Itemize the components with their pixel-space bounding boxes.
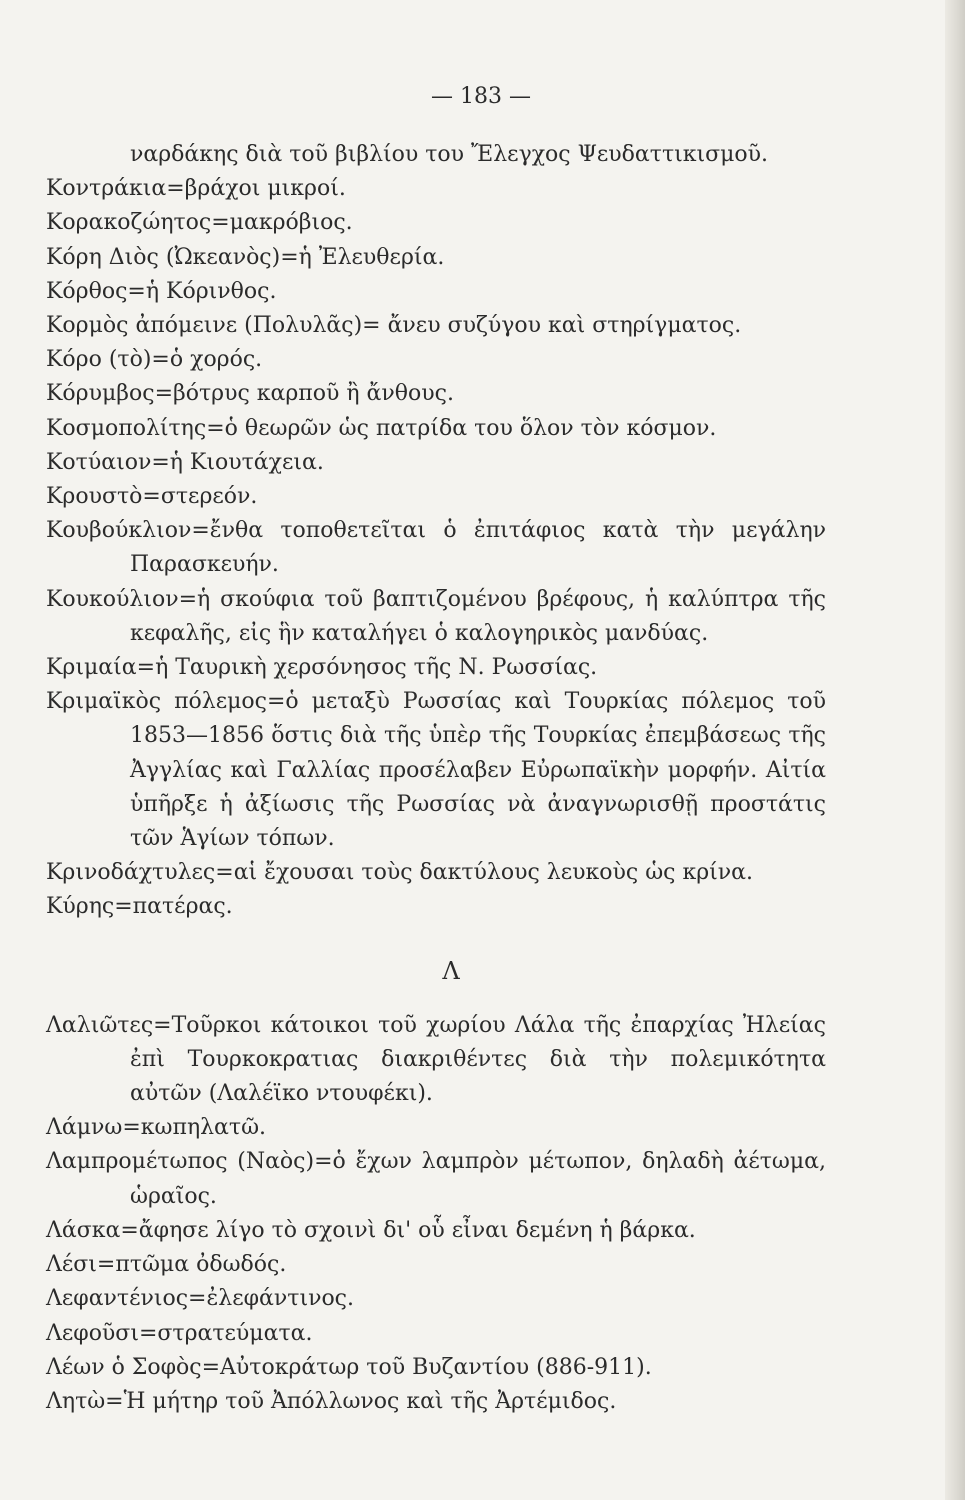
glossary-entry: Λαλιῶτες=Τοῦρκοι κάτοικοι τοῦ χωρίου Λάλα τῆς ἐπαρχίας Ἠλείας ἐπὶ Τουρκοκρατιας διακριθέντες διὰ τὴν πολεμικότητα αὐτῶν (Λαλέϊκο ντουφέκι). (46, 1012, 826, 1107)
page-edge (945, 0, 965, 1500)
glossary-entry: Κριμαία=ἡ Ταυρικὴ χερσόνησος τῆς Ν. Ρωσσίας. (46, 655, 598, 681)
glossary-entry: Κουκούλιον=ἡ σκούφια τοῦ βαπτιζομένου βρέφους, ἡ καλύπτρα τῆς κεφαλῆς, εἰς ἣν καταλήγει ὁ καλογηρικὸς μανδύας. (46, 586, 826, 646)
glossary-entry: Κόρυμβος=βότρυς καρποῦ ἢ ἄνθους. (46, 381, 454, 407)
glossary-entry: Κοσμοπολίτης=ὁ θεωρῶν ὡς πατρίδα του ὅλον τὸν κόσμον. (46, 415, 717, 441)
glossary-entry: Κόρη Διὸς (Ὠκεανὸς)=ἡ Ἐλευθερία. (46, 244, 445, 270)
glossary-entry: Κρινοδάχτυλες=αἱ ἔχουσαι τοὺς δακτύλους λευκοὺς ὡς κρίνα. (46, 860, 753, 886)
glossary-entry: ναρδάκης διὰ τοῦ βιβλίου του Ἔλεγχος Ψευδαττικισμοῦ. (130, 142, 769, 167)
glossary-entry: Λεφοῦσι=στρατεύματα. (46, 1320, 313, 1346)
book-page (46, 80, 826, 1419)
glossary-entry: Λαμπρομέτωπος (Ναὸς)=ὁ ἔχων λαμπρὸν μέτωπον, δηλαδὴ ἀέτωμα, ὡραῖος. (46, 1149, 826, 1209)
glossary-section-k (46, 138, 826, 925)
glossary-entry: Κύρης=πατέρας. (46, 894, 233, 920)
glossary-entry: Κοντράκια=βράχοι μικροί. (46, 176, 346, 202)
glossary-entry: Κριμαϊκὸς πόλεμος=ὁ μεταξὺ Ρωσσίας καὶ Τουρκίας πόλεμος τοῦ 1853—1856 ὅστις διὰ τῆς ὑπὲρ τῆς Τουρκίας ἐπεμβάσεως τῆς Ἀγγλίας καὶ Γαλλίας προσέλαβεν Εὐρωπαϊκὴν μορφήν. Αἰτία ὑπῆρξε ἡ ἀξίωσις τῆς Ρωσσίας νὰ ἀναγνωρισθῇ προστάτις τῶν Ἁγίων τόπων. (46, 689, 826, 852)
page-number: — 183 — (431, 84, 531, 109)
glossary-entry: Κορμὸς ἀπόμεινε (Πολυλᾶς)= ἄνευ συζύγου καὶ στηρίγματος. (46, 313, 742, 339)
glossary-section-l (46, 1009, 826, 1419)
glossary-entry: Κοτύαιον=ἡ Κιουτάχεια. (46, 449, 324, 475)
glossary-entry: Κρουστὸ=στερεόν. (46, 484, 258, 510)
glossary-entry: Λέων ὁ Σοφὸς=Αὐτοκράτωρ τοῦ Βυζαντίου (886-911). (46, 1354, 652, 1380)
glossary-entry: Λητὼ=Ἡ μήτηρ τοῦ Ἀπόλλωνος καὶ τῆς Ἀρτέμιδος. (46, 1388, 617, 1414)
glossary-entry: Κόρο (τὸ)=ὁ χορός. (46, 347, 263, 373)
glossary-entry: Λέσι=πτῶμα ὀδωδός. (46, 1252, 287, 1278)
glossary-entry: Κορακοζώητος=μακρόβιος. (46, 210, 353, 236)
glossary-entry: Κόρθος=ἡ Κόρινθος. (46, 278, 277, 304)
section-heading-lambda: Λ (442, 956, 460, 985)
glossary-entry: Λάμνω=κωπηλατῶ. (46, 1115, 267, 1141)
glossary-entry: Κουβούκλιον=ἔνθα τοποθετεῖται ὁ ἐπιτάφιος κατὰ τὴν μεγάλην Παρασκευήν. (46, 518, 826, 578)
glossary-entry: Λάσκα=ἄφησε λίγο τὸ σχοινὶ δι' οὗ εἶναι δεμένη ἡ βάρκα. (46, 1217, 696, 1243)
glossary-entry: Λεφαντένιος=ἐλεφάντινος. (46, 1286, 354, 1312)
